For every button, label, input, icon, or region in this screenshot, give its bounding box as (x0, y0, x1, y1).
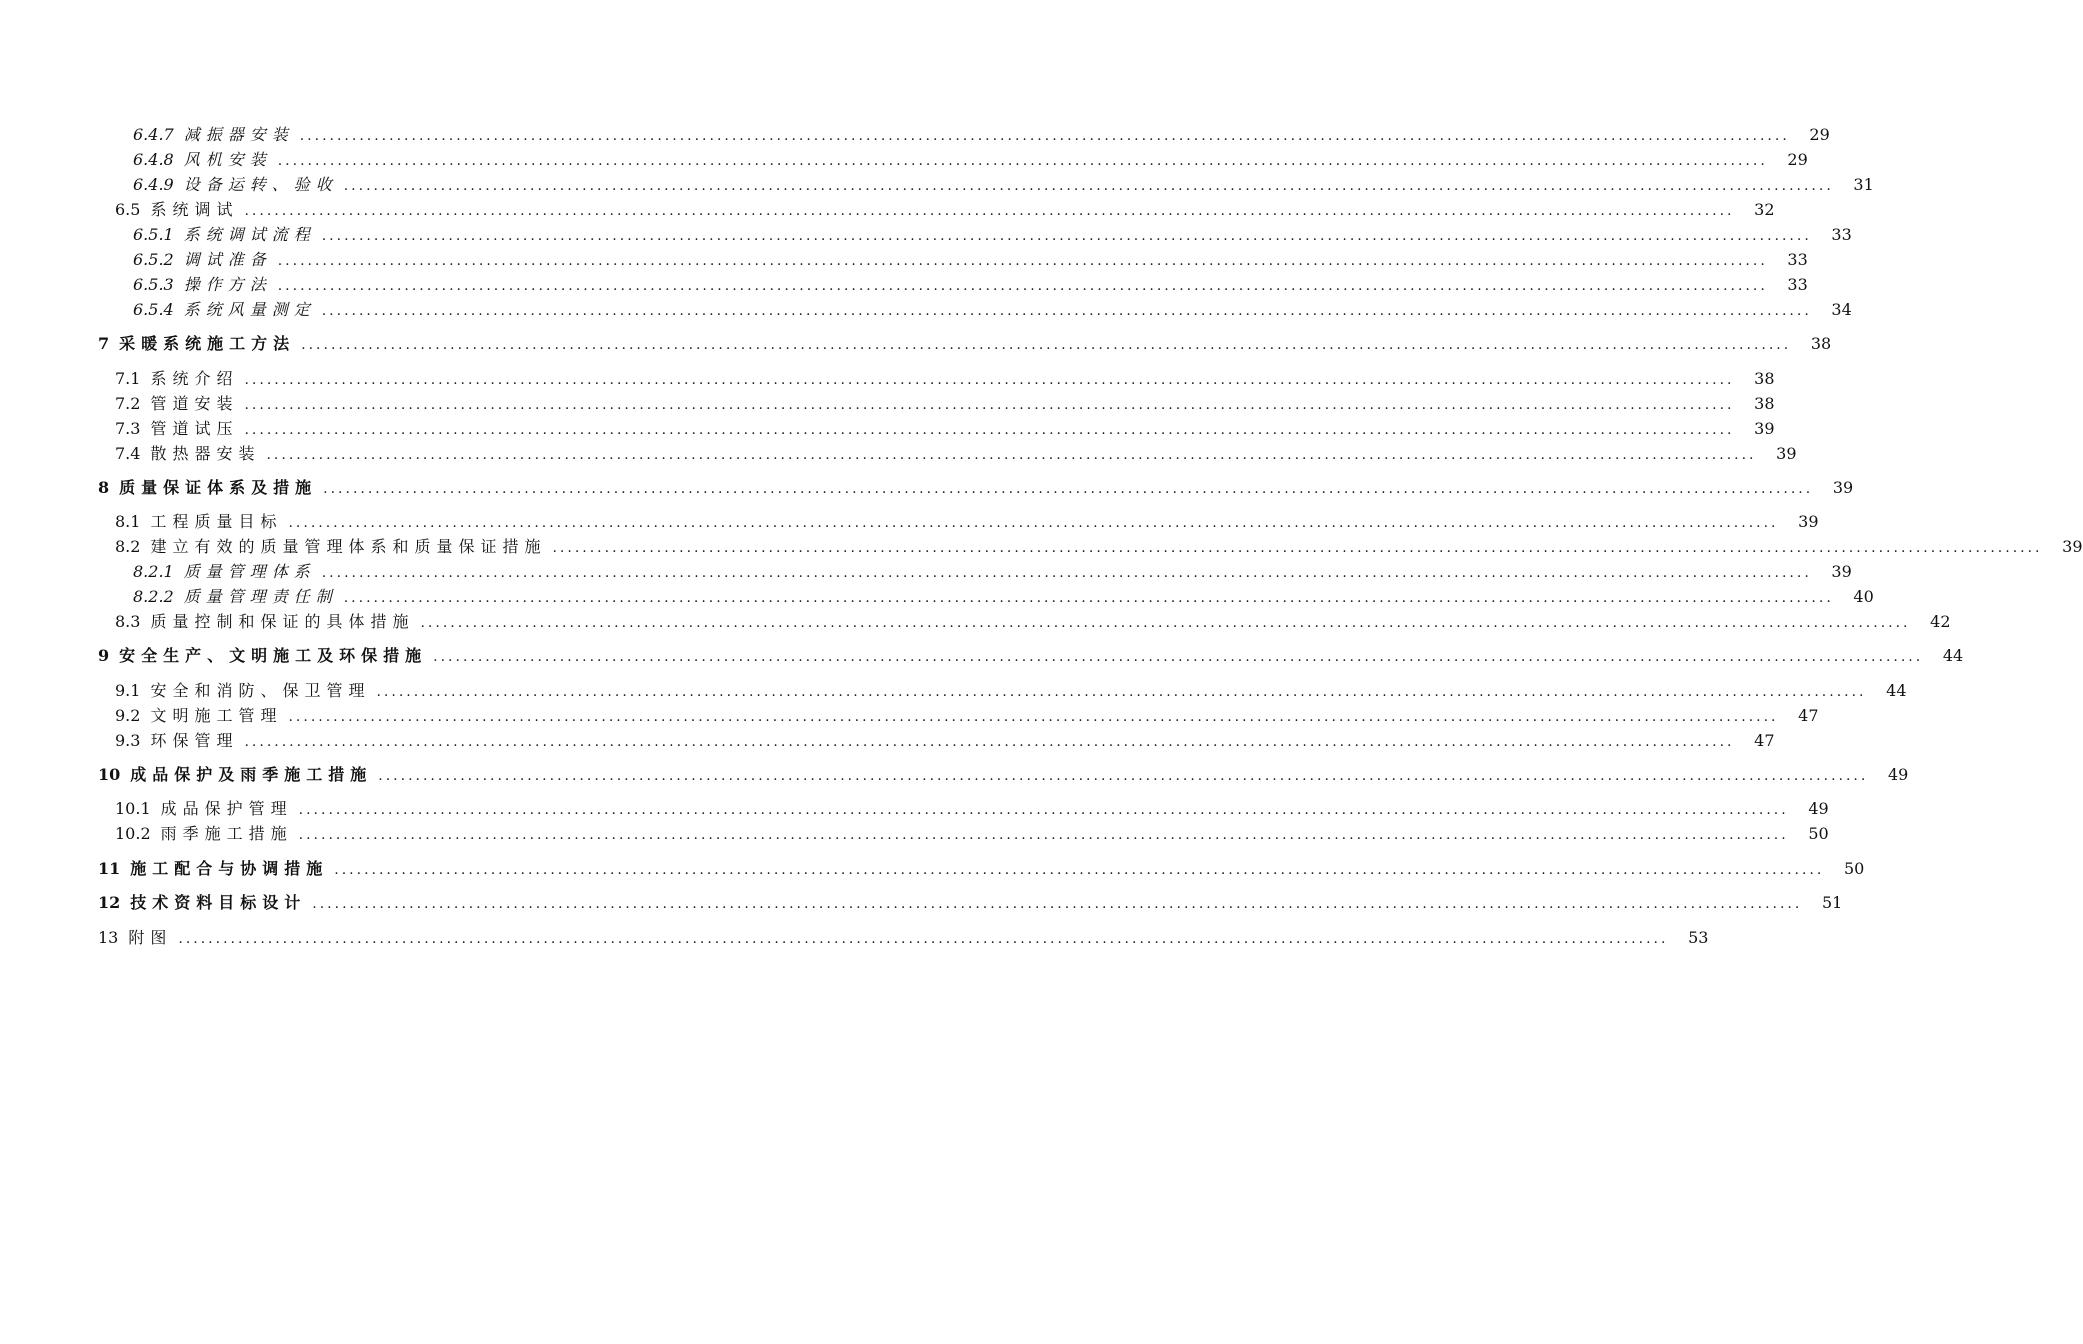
toc-entry-title: 散热器安装 (150, 444, 261, 463)
toc-entry-title: 设备运转、验收 (183, 175, 338, 194)
toc-dot-leader: ........................................................................................................................................................................................................ (552, 540, 2043, 556)
toc-entry-title: 安全和消防、保卫管理 (150, 681, 371, 700)
toc-entry-number: 7.4 (115, 444, 141, 463)
toc-entry[interactable] (98, 858, 1865, 880)
toc-entry-number: 13 (98, 928, 119, 947)
toc-entry-title: 质量管理体系 (183, 562, 316, 581)
toc-entry-number: 8.2 (115, 537, 141, 556)
toc-entry-page-number: 31 (1853, 175, 1874, 194)
toc-dot-leader: ........................................................................................................................................................................................................ (244, 203, 1735, 219)
toc-dot-leader: ........................................................................................................................................................................................................ (334, 862, 1825, 878)
toc-entry-number: 10.2 (115, 824, 151, 843)
toc-entry-title: 成品保护及雨季施工措施 (130, 765, 373, 784)
toc-entry[interactable] (115, 199, 1775, 221)
toc-entry[interactable] (115, 393, 1775, 415)
toc-entry[interactable] (115, 680, 1907, 702)
toc-entry-title: 减振器安装 (183, 125, 294, 144)
toc-entry-page-number: 47 (1754, 731, 1775, 750)
toc-entry[interactable] (115, 705, 1819, 727)
toc-entry-page-number: 53 (1688, 928, 1709, 947)
toc-entry[interactable] (115, 368, 1775, 390)
toc-entry-page-number: 33 (1787, 275, 1808, 294)
toc-entry[interactable] (133, 224, 1852, 246)
toc-dot-leader: ........................................................................................................................................................................................................ (298, 827, 1789, 843)
toc-entry-number: 8.3 (115, 612, 141, 631)
toc-entry-number: 9.2 (115, 706, 141, 725)
toc-entry-page-number: 38 (1810, 334, 1832, 353)
toc-entry-page-number: 39 (1776, 444, 1797, 463)
toc-entry-title: 系统介绍 (150, 369, 239, 388)
toc-entry-number: 6.4.8 (133, 150, 174, 169)
toc-entry[interactable] (98, 333, 1832, 355)
toc-entry-number: 6.5.3 (133, 275, 174, 294)
toc-dot-leader: ........................................................................................................................................................................................................ (378, 768, 1869, 784)
toc-entry-page-number: 50 (1843, 859, 1865, 878)
toc-entry-title: 风机安装 (183, 150, 272, 169)
toc-entry-page-number: 44 (1942, 646, 1964, 665)
toc-entry-title: 管道试压 (150, 419, 239, 438)
toc-entry-number: 7 (98, 334, 110, 353)
toc-entry-title: 操作方法 (183, 275, 272, 294)
toc-dot-leader: ........................................................................................................................................................................................................ (343, 590, 1834, 606)
toc-dot-leader: ........................................................................................................................................................................................................ (244, 372, 1735, 388)
toc-entry-page-number: 40 (1853, 587, 1874, 606)
toc-dot-leader: ........................................................................................................................................................................................................ (277, 153, 1768, 169)
toc-dot-leader: ........................................................................................................................................................................................................ (178, 931, 1669, 947)
toc-entry-number: 6.5.2 (133, 250, 174, 269)
toc-entry-number: 8.2.2 (133, 587, 174, 606)
toc-entry-page-number: 39 (1832, 478, 1854, 497)
toc-entry[interactable] (98, 645, 1964, 667)
toc-entry-page-number: 39 (1798, 512, 1819, 531)
toc-dot-leader: ........................................................................................................................................................................................................ (312, 896, 1803, 912)
toc-dot-leader: ........................................................................................................................................................................................................ (321, 303, 1812, 319)
toc-entry-page-number: 32 (1754, 200, 1775, 219)
toc-dot-leader: ........................................................................................................................................................................................................ (299, 128, 1790, 144)
toc-dot-leader: ........................................................................................................................................................................................................ (244, 734, 1735, 750)
toc-entry-title: 雨季施工措施 (160, 824, 293, 843)
toc-entry-number: 12 (98, 893, 121, 912)
toc-entry-number: 9.1 (115, 681, 141, 700)
toc-entry-page-number: 39 (1831, 562, 1852, 581)
toc-dot-leader: ........................................................................................................................................................................................................ (321, 228, 1812, 244)
toc-entry-page-number: 49 (1808, 799, 1829, 818)
toc-entry-page-number: 50 (1808, 824, 1829, 843)
toc-entry-number: 9 (98, 646, 110, 665)
toc-entry[interactable] (133, 274, 1808, 296)
toc-entry-page-number: 42 (1930, 612, 1951, 631)
toc-entry-title: 系统风量测定 (183, 300, 316, 319)
toc-dot-leader: ........................................................................................................................................................................................................ (288, 515, 1779, 531)
toc-dot-leader: ........................................................................................................................................................................................................ (277, 253, 1768, 269)
toc-entry-page-number: 29 (1787, 150, 1808, 169)
toc-entry-page-number: 51 (1821, 893, 1843, 912)
toc-entry[interactable] (133, 561, 1852, 583)
toc-entry-number: 6.5 (115, 200, 141, 219)
toc-entry-number: 7.1 (115, 369, 141, 388)
toc-entry[interactable] (115, 823, 1829, 845)
toc-entry-page-number: 47 (1798, 706, 1819, 725)
toc-entry-title: 系统调试流程 (183, 225, 316, 244)
toc-dot-leader: ........................................................................................................................................................................................................ (376, 684, 1867, 700)
toc-dot-leader: ........................................................................................................................................................................................................ (301, 337, 1792, 353)
toc-entry[interactable] (133, 249, 1808, 271)
toc-dot-leader: ........................................................................................................................................................................................................ (277, 278, 1768, 294)
toc-entry-page-number: 34 (1831, 300, 1852, 319)
toc-entry[interactable] (133, 299, 1852, 321)
toc-entry[interactable] (115, 611, 1951, 633)
toc-entry-page-number: 38 (1754, 394, 1775, 413)
toc-dot-leader: ........................................................................................................................................................................................................ (298, 802, 1789, 818)
toc-entry-number: 10 (98, 765, 121, 784)
toc-entry-page-number: 44 (1886, 681, 1907, 700)
toc-entry-title: 工程质量目标 (150, 512, 283, 531)
toc-entry-number: 9.3 (115, 731, 141, 750)
toc-entry-number: 11 (98, 859, 121, 878)
toc-entry-title: 成品保护管理 (160, 799, 293, 818)
toc-entry-number: 8 (98, 478, 110, 497)
toc-entry-number: 7.3 (115, 419, 141, 438)
toc-entry-page-number: 39 (1754, 419, 1775, 438)
toc-entry-title: 文明施工管理 (150, 706, 283, 725)
toc-entry-title: 系统调试 (150, 200, 239, 219)
toc-entry-title: 技术资料目标设计 (130, 893, 307, 912)
toc-entry-title: 建立有效的质量管理体系和质量保证措施 (150, 537, 547, 556)
toc-entry[interactable] (98, 477, 1854, 499)
toc-dot-leader: ........................................................................................................................................................................................................ (244, 422, 1735, 438)
toc-dot-leader: ........................................................................................................................................................................................................ (420, 615, 1911, 631)
toc-entry-number: 10.1 (115, 799, 151, 818)
toc-dot-leader: ........................................................................................................................................................................................................ (323, 481, 1814, 497)
toc-entry-number: 8.2.1 (133, 562, 174, 581)
toc-entry[interactable] (133, 174, 1874, 196)
toc-entry-page-number: 33 (1787, 250, 1808, 269)
toc-entry-number: 6.5.1 (133, 225, 174, 244)
toc-dot-leader: ........................................................................................................................................................................................................ (433, 649, 1924, 665)
toc-entry-title: 环保管理 (150, 731, 239, 750)
toc-entry-number: 7.2 (115, 394, 141, 413)
toc-entry-page-number: 33 (1831, 225, 1852, 244)
toc-entry-title: 质量保证体系及措施 (119, 478, 318, 497)
toc-entry-title: 质量控制和保证的具体措施 (150, 612, 415, 631)
toc-entry[interactable] (133, 586, 1874, 608)
toc-entry-title: 调试准备 (183, 250, 272, 269)
toc-entry-number: 6.5.4 (133, 300, 174, 319)
toc-entry-title: 管道安装 (150, 394, 239, 413)
toc-entry[interactable] (98, 927, 1709, 949)
toc-entry[interactable] (115, 536, 2083, 558)
toc-entry[interactable] (115, 443, 1797, 465)
toc-entry[interactable] (115, 730, 1775, 752)
toc-dot-leader: ........................................................................................................................................................................................................ (266, 447, 1757, 463)
toc-dot-leader: ........................................................................................................................................................................................................ (288, 709, 1779, 725)
toc-entry-number: 6.4.9 (133, 175, 174, 194)
toc-entry[interactable] (133, 149, 1808, 171)
toc-entry-page-number: 29 (1809, 125, 1830, 144)
toc-entry-title: 安全生产、文明施工及环保措施 (119, 646, 428, 665)
toc-entry-title: 附图 (128, 928, 173, 947)
toc-entry-page-number: 49 (1887, 765, 1909, 784)
toc-entry-page-number: 39 (2062, 537, 2083, 556)
toc-entry[interactable] (115, 511, 1819, 533)
toc-entry[interactable] (133, 124, 1830, 146)
toc-entry-page-number: 38 (1754, 369, 1775, 388)
toc-entry[interactable] (98, 764, 1909, 786)
toc-entry[interactable] (98, 892, 1843, 914)
toc-entry[interactable] (115, 798, 1829, 820)
toc-dot-leader: ........................................................................................................................................................................................................ (244, 397, 1735, 413)
toc-entry-title: 质量管理责任制 (183, 587, 338, 606)
toc-entry-title: 采暖系统施工方法 (119, 334, 296, 353)
toc-dot-leader: ........................................................................................................................................................................................................ (321, 565, 1812, 581)
toc-entry-title: 施工配合与协调措施 (130, 859, 329, 878)
toc-entry-number: 6.4.7 (133, 125, 174, 144)
toc-entry-number: 8.1 (115, 512, 141, 531)
toc-entry[interactable] (115, 418, 1775, 440)
toc-dot-leader: ........................................................................................................................................................................................................ (343, 178, 1834, 194)
